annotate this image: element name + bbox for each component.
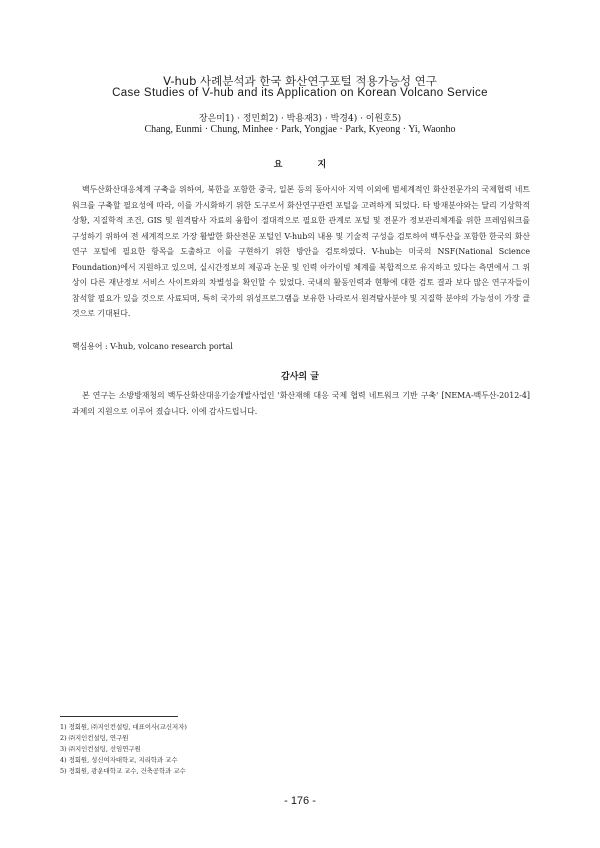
korean-author-list: 장은미1) · 정민희2) · 박용재3) · 박경4) · 이원호5)	[198, 114, 402, 124]
abstract-body: 백두산화산대응체계 구축을 위하여, 북한을 포함한 중국, 일본 등의 동아시아 지역 이외에 범세계적인 화산전문가의 국제협력 네트워크를 구축할 필요성에 따라, 이를 가시화하기 위한 도구로서 화산연구관련 포털을 고려하게 되었다. 타 방재분야와는 달리 기상학적 상황, 지질학적 조건, GIS 및 원격탐사 자료의 융합이 절대적으로 필요한 관계로 포털 및 전문가 정보관리체계를 위한 프레임워크를 구성하기 위하여 전 세계적으로 가장 활발한 화산전문 포털인 V-hub의 내용 및 기술적 구성을 검토하여 백두산을 포함한 한국의 화산연구 포털에 필요한 항목을 도출하고 이를 구현하기 위한 방안을 검토하였다. V-hub는 미국의 NSF(National Science Foundation)에서 지원하고 있으며, 실시간정보의 제공과 논문 및 인력 아카이빙 체계를 복합적으로 유지하고 있다는 측면에서 그 위상이 다른 재난정보 서비스 사이트와의 차별성을 확인할 수 있었다. 국내의 활동인력과 현황에 대한 검토 결과 보다 많은 연구자들이 참석할 필요가 있을 것으로 사료되며, 특히 국가의 위성프로그램을 보유한 나라로서 원격탐사분야 및 지질학 분야의 가능성이 가장 클 것으로 기대된다.	[72, 185, 530, 318]
keywords-line: 핵심용어 : V-hub, volcano research portal	[72, 342, 233, 351]
footnote-list	[60, 722, 187, 777]
acknowledgement-body: 본 연구는 소방방재청의 백두산화산대응기술개발사업인 '화산재해 대응 국제 협력 네트워크 기반 구축' [NEMA-백두산-2012-4]과제의 지원으로 이루어 졌습니다. 이에 감사드립니다.	[72, 391, 530, 416]
footnote-item: 1) 정회원, ㈜지인컨설팅, 대표이사(교신저자)	[60, 723, 187, 731]
korean-title: V-hub 사례분석과 한국 화산연구포털 적용가능성 연구	[163, 74, 437, 88]
page-number: - 176 -	[284, 795, 316, 807]
footnote-item: 5) 정회원, 광운대학교 교수, 건축공학과 교수	[60, 767, 186, 775]
footnote-item: 4) 정회원, 성신여자대학교, 지리학과 교수	[60, 756, 178, 764]
abstract-heading: 요 지	[273, 160, 343, 170]
english-author-list: Chang, Eunmi · Chung, Minhee · Park, Yongjae · Park, Kyeong · Yi, Waonho	[144, 124, 456, 135]
acknowledgement-heading: 감사의 글	[281, 372, 319, 382]
footnote-item: 2) ㈜지인컨설팅, 연구원	[60, 734, 129, 742]
english-title: Case Studies of V-hub and its Application on Korean Volcano Service	[112, 87, 488, 99]
footnote-item: 3) ㈜지인컨설팅, 선임연구원	[60, 745, 141, 753]
footnote-divider	[60, 716, 178, 717]
